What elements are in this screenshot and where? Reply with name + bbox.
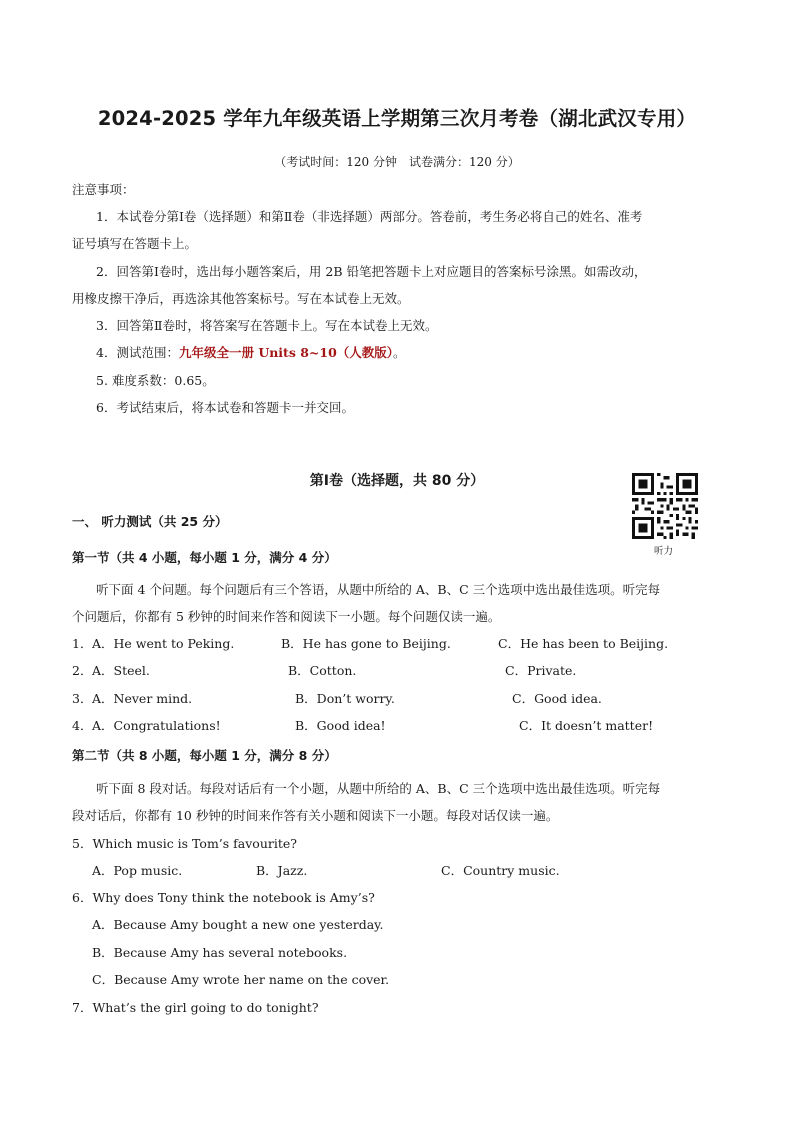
section-1-heading: 第一节（共 4 小题，每小题 1 分，满分 4 分） <box>72 550 337 565</box>
question-3-option-c[interactable]: C．Good idea. <box>512 691 602 706</box>
question-1-option-a[interactable]: A．He went to Peking. <box>92 636 235 651</box>
notice-item-5: 5. 难度系数：0.65。 <box>96 373 215 388</box>
test-scope: 九年级全一册 Units 8~10（人教版） <box>178 345 394 360</box>
notice-item-6: 6．考试结束后，将本试卷和答题卡一并交回。 <box>96 400 354 415</box>
question-7-stem: 7．What’s the girl going to do tonight? <box>72 1000 319 1015</box>
question-5-option-c[interactable]: C．Country music. <box>441 863 560 878</box>
notice-item-1-cont: 证号填写在答题卡上。 <box>72 236 198 251</box>
question-3-number: 3． <box>72 691 93 706</box>
section-2-heading: 第二节（共 8 小题，每小题 1 分，满分 8 分） <box>72 748 337 763</box>
question-1-option-b[interactable]: B．He has gone to Beijing. <box>281 636 451 651</box>
section-1-instructions-cont: 个问题后，你都有 5 秒钟的时间来作答和阅读下一小题。每个问题仅读一遍。 <box>72 609 501 624</box>
question-2-option-b[interactable]: B．Cotton. <box>288 663 357 678</box>
question-5-option-b[interactable]: B．Jazz. <box>256 863 308 878</box>
question-2-option-a[interactable]: A．Steel. <box>92 663 150 678</box>
section-2-instructions: 听下面 8 段对话。每段对话后有一个小题，从题中所给的 A、B、C 三个选项中选出最佳选项。听完每 <box>96 781 661 796</box>
page-title: 2024-2025 学年九年级英语上学期第三次月考卷（湖北武汉专用） <box>97 107 697 130</box>
question-5-option-a[interactable]: A．Pop music. <box>92 863 183 878</box>
notice-item-2-cont: 用橡皮擦干净后，再选涂其他答案标号。写在本试卷上无效。 <box>72 291 410 306</box>
qr-label: 听力 <box>654 546 674 557</box>
question-6-stem: 6．Why does Tony think the notebook is Amy’s? <box>72 890 375 905</box>
question-6-option-b[interactable]: B．Because Amy has several notebooks. <box>92 945 348 960</box>
question-4-option-b[interactable]: B．Good idea! <box>295 718 386 733</box>
section-1-instructions: 听下面 4 个问题。每个问题后有三个答语，从题中所给的 A、B、C 三个选项中选出最佳选项。听完每 <box>96 582 661 597</box>
notice-item-4 <box>96 343 406 361</box>
section-listening-heading: 一、 听力测试（共 25 分） <box>72 514 228 529</box>
notice-item-3: 3．回答第Ⅱ卷时，将答案写在答题卡上。写在本试卷上无效。 <box>96 318 438 333</box>
question-1-option-c[interactable]: C．He has been to Beijing. <box>498 636 669 651</box>
question-1-number: 1． <box>72 636 93 651</box>
question-5-stem: 5．Which music is Tom’s favourite? <box>72 836 297 851</box>
question-4-option-c[interactable]: C．It doesn’t matter! <box>519 718 654 733</box>
question-2-number: 2． <box>72 663 93 678</box>
notice-item-1: 1．本试卷分第Ⅰ卷（选择题）和第Ⅱ卷（非选择题）两部分。答卷前，考生务必将自己的姓名、准考 <box>96 209 643 224</box>
question-3-option-a[interactable]: A．Never mind. <box>92 691 193 706</box>
notice-item-4-end: 。 <box>393 345 406 360</box>
qr-code-icon[interactable] <box>632 473 698 539</box>
exam-info: （考试时间：120 分钟 试卷满分：120 分） <box>274 155 520 169</box>
question-6-option-a[interactable]: A．Because Amy bought a new one yesterday. <box>92 917 384 932</box>
notice-item-2: 2．回答第Ⅰ卷时，选出每小题答案后，用 2B 铅笔把答题卡上对应题目的答案标号涂黑。如需改动， <box>96 264 647 279</box>
section-2-instructions-cont: 段对话后，你都有 10 秒钟的时间来作答有关小题和阅读下一小题。每段对话仅读一遍。 <box>72 808 559 823</box>
question-6-option-c[interactable]: C．Because Amy wrote her name on the cover. <box>92 972 390 987</box>
question-3-option-b[interactable]: B．Don’t worry. <box>295 691 395 706</box>
question-4-number: 4． <box>72 718 93 733</box>
question-4-option-a[interactable]: A．Congratulations! <box>92 718 221 733</box>
notice-heading: 注意事项： <box>72 182 135 197</box>
part-1-title: 第Ⅰ卷（选择题，共 80 分） <box>309 473 485 489</box>
question-2-option-c[interactable]: C．Private. <box>505 663 577 678</box>
notice-item-4-label: 4．测试范围： <box>96 345 179 360</box>
